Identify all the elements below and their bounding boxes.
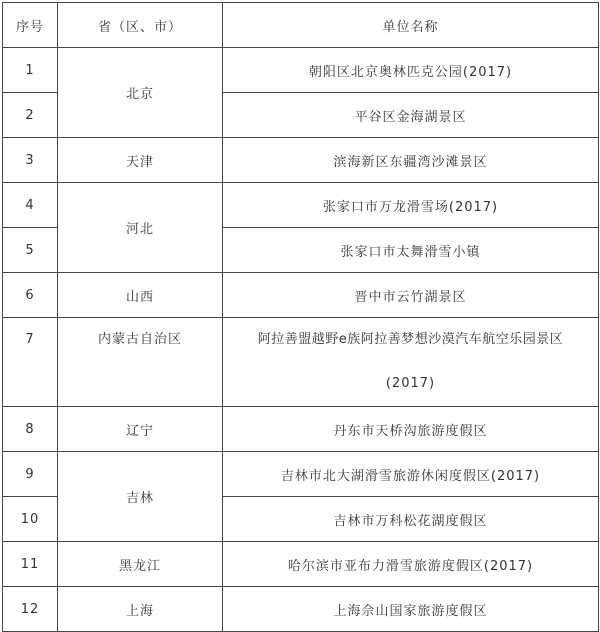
header-seq: 序号 <box>3 3 58 48</box>
province-cell: 北京 <box>58 48 223 138</box>
seq-cell: 11 <box>3 542 58 587</box>
name-cell <box>223 318 599 407</box>
table-row <box>3 138 599 183</box>
province-cell: 黑龙江 <box>58 542 223 587</box>
table-row <box>3 183 599 228</box>
header-name: 单位名称 <box>223 3 599 48</box>
scenic-areas-table <box>2 2 599 632</box>
seq-cell: 2 <box>3 93 58 138</box>
province-cell: 河北 <box>58 183 223 273</box>
province-cell: 内蒙古自治区 <box>58 318 223 407</box>
name-cell: 朝阳区北京奥林匹克公园(2017) <box>223 48 599 93</box>
table-row <box>3 273 599 318</box>
table-row <box>3 452 599 497</box>
seq-cell: 7 <box>3 318 58 407</box>
name-cell: 滨海新区东疆湾沙滩景区 <box>223 138 599 183</box>
seq-cell: 10 <box>3 497 58 542</box>
seq-cell: 4 <box>3 183 58 228</box>
seq-cell: 9 <box>3 452 58 497</box>
seq-cell: 1 <box>3 48 58 93</box>
name-cell: 吉林市北大湖滑雪旅游休闲度假区(2017) <box>223 452 599 497</box>
name-line-2: (2017) <box>385 376 436 391</box>
seq-cell: 6 <box>3 273 58 318</box>
name-cell: 哈尔滨市亚布力滑雪旅游度假区(2017) <box>223 542 599 587</box>
table-row <box>3 407 599 452</box>
name-cell: 平谷区金海湖景区 <box>223 93 599 138</box>
name-cell: 丹东市天桥沟旅游度假区 <box>223 407 599 452</box>
table-row <box>3 542 599 587</box>
name-cell: 吉林市万科松花湖度假区 <box>223 497 599 542</box>
province-cell: 上海 <box>58 587 223 632</box>
province-cell: 吉林 <box>58 452 223 542</box>
name-cell: 上海佘山国家旅游度假区 <box>223 587 599 632</box>
province-cell: 天津 <box>58 138 223 183</box>
name-line-1: 阿拉善盟越野e族阿拉善梦想沙漠汽车航空乐园景区 <box>257 332 564 347</box>
name-cell: 张家口市万龙滑雪场(2017) <box>223 183 599 228</box>
table-row <box>3 318 599 407</box>
name-cell: 张家口市太舞滑雪小镇 <box>223 228 599 273</box>
seq-cell: 5 <box>3 228 58 273</box>
province-cell: 辽宁 <box>58 407 223 452</box>
province-cell: 山西 <box>58 273 223 318</box>
table-row <box>3 48 599 93</box>
header-province: 省（区、市） <box>58 3 223 48</box>
table-header-row <box>3 3 599 48</box>
seq-cell: 12 <box>3 587 58 632</box>
seq-cell: 3 <box>3 138 58 183</box>
table-row <box>3 587 599 632</box>
name-cell: 晋中市云竹湖景区 <box>223 273 599 318</box>
seq-cell: 8 <box>3 407 58 452</box>
